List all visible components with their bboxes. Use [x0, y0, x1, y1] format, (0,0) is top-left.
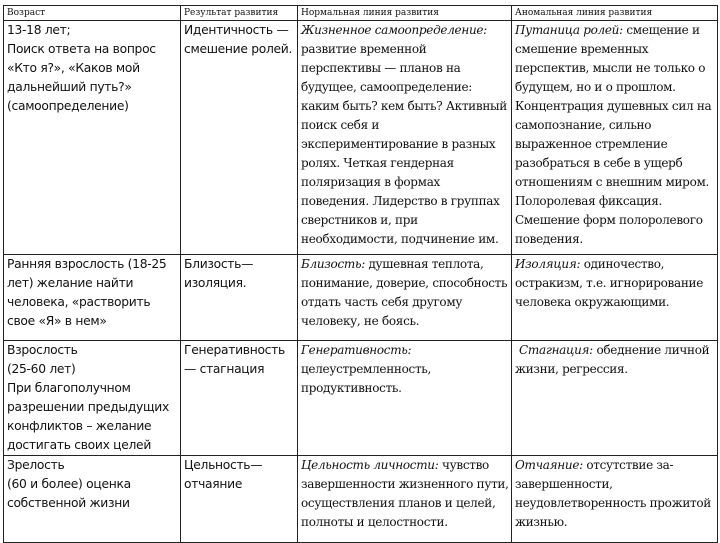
abnormal-text: обеднение личной жизни, регрессия.	[515, 343, 710, 376]
cell-abnormal	[512, 21, 718, 255]
table-row	[4, 341, 718, 456]
cell-normal	[298, 255, 512, 341]
normal-text: чувство завершенности жизненного пути, осуществления планов и целей, полноты и целостности.	[301, 458, 509, 529]
table-row	[4, 21, 718, 255]
abnormal-term: Стагнация:	[519, 343, 593, 357]
abnormal-text: смещение и смешение временных перспектив, мысли не только о будущем, но и о прошлом. Концентрация душевных сил на самопознание, сильно выраженное стремление разобраться в себе в ущерб отношениям с внешним миром. Полоролевая фиксация. Смешение форм полоролевого поведения.	[515, 23, 712, 246]
normal-text: целеустремленность, продуктивность.	[301, 362, 432, 395]
table-row	[4, 456, 718, 543]
cell-abnormal	[512, 341, 718, 456]
normal-term: Генеративность:	[301, 343, 412, 357]
cell-age: 13-18 лет; Поиск ответа на вопрос «Кто я?», «Каков мой дальнейший путь?» (самоопределение)	[4, 21, 181, 255]
header-abnormal: Аномальная линия развития	[512, 6, 718, 21]
cell-result: Цельность— отчаяние	[181, 456, 298, 543]
abnormal-term: Отчаяние:	[515, 458, 583, 472]
header-normal: Нормальная линия развития	[298, 6, 512, 21]
development-table	[3, 5, 718, 543]
cell-age: Ранняя взрослость (18-25 лет) желание найти человека, «растворить свое «Я» в нем»	[4, 255, 181, 341]
normal-term: Цельность личности:	[301, 458, 439, 472]
header-age: Возраст	[4, 6, 181, 21]
abnormal-text: отсутствие за-завершенности, неудовлетворенность прожитой жизнью.	[515, 458, 711, 529]
normal-text: развитие временной перспективы — планов на будущее, самоопределение: каким быть? кем быть? Активный поиск себя и экспериментирование в разных ролях. Четкая гендерная поляризация в формах поведения. Лидерство в группах сверстников и, при необходимости, подчинение им.	[301, 42, 507, 246]
cell-abnormal	[512, 456, 718, 543]
abnormal-term: Изоляция:	[515, 257, 581, 271]
cell-result: Идентичность — смешение ролей.	[181, 21, 298, 255]
abnormal-term: Путаница ролей:	[515, 23, 623, 37]
cell-abnormal	[512, 255, 718, 341]
cell-age: Зрелость (60 и более) оценка собственной жизни	[4, 456, 181, 543]
cell-result: Близость— изоляция.	[181, 255, 298, 341]
abnormal-text: одиночество, остракизм, т.е. игнорирование человека окружающими.	[515, 257, 704, 309]
cell-normal	[298, 341, 512, 456]
normal-text: душевная теплота, понимание, доверие, способность отдать часть себя другому человеку, не боясь.	[301, 257, 508, 328]
cell-normal	[298, 456, 512, 543]
table-header-row	[4, 6, 718, 21]
table-row	[4, 255, 718, 341]
cell-age: Взрослость (25-60 лет) При благополучном разрешении предыдущих конфликтов – желание достигать своих целей	[4, 341, 181, 456]
cell-normal	[298, 21, 512, 255]
normal-term: Близость:	[301, 257, 365, 271]
cell-result: Генеративность — стагнация	[181, 341, 298, 456]
normal-term: Жизненное самоопределение:	[301, 23, 487, 37]
header-result: Результат развития	[181, 6, 298, 21]
